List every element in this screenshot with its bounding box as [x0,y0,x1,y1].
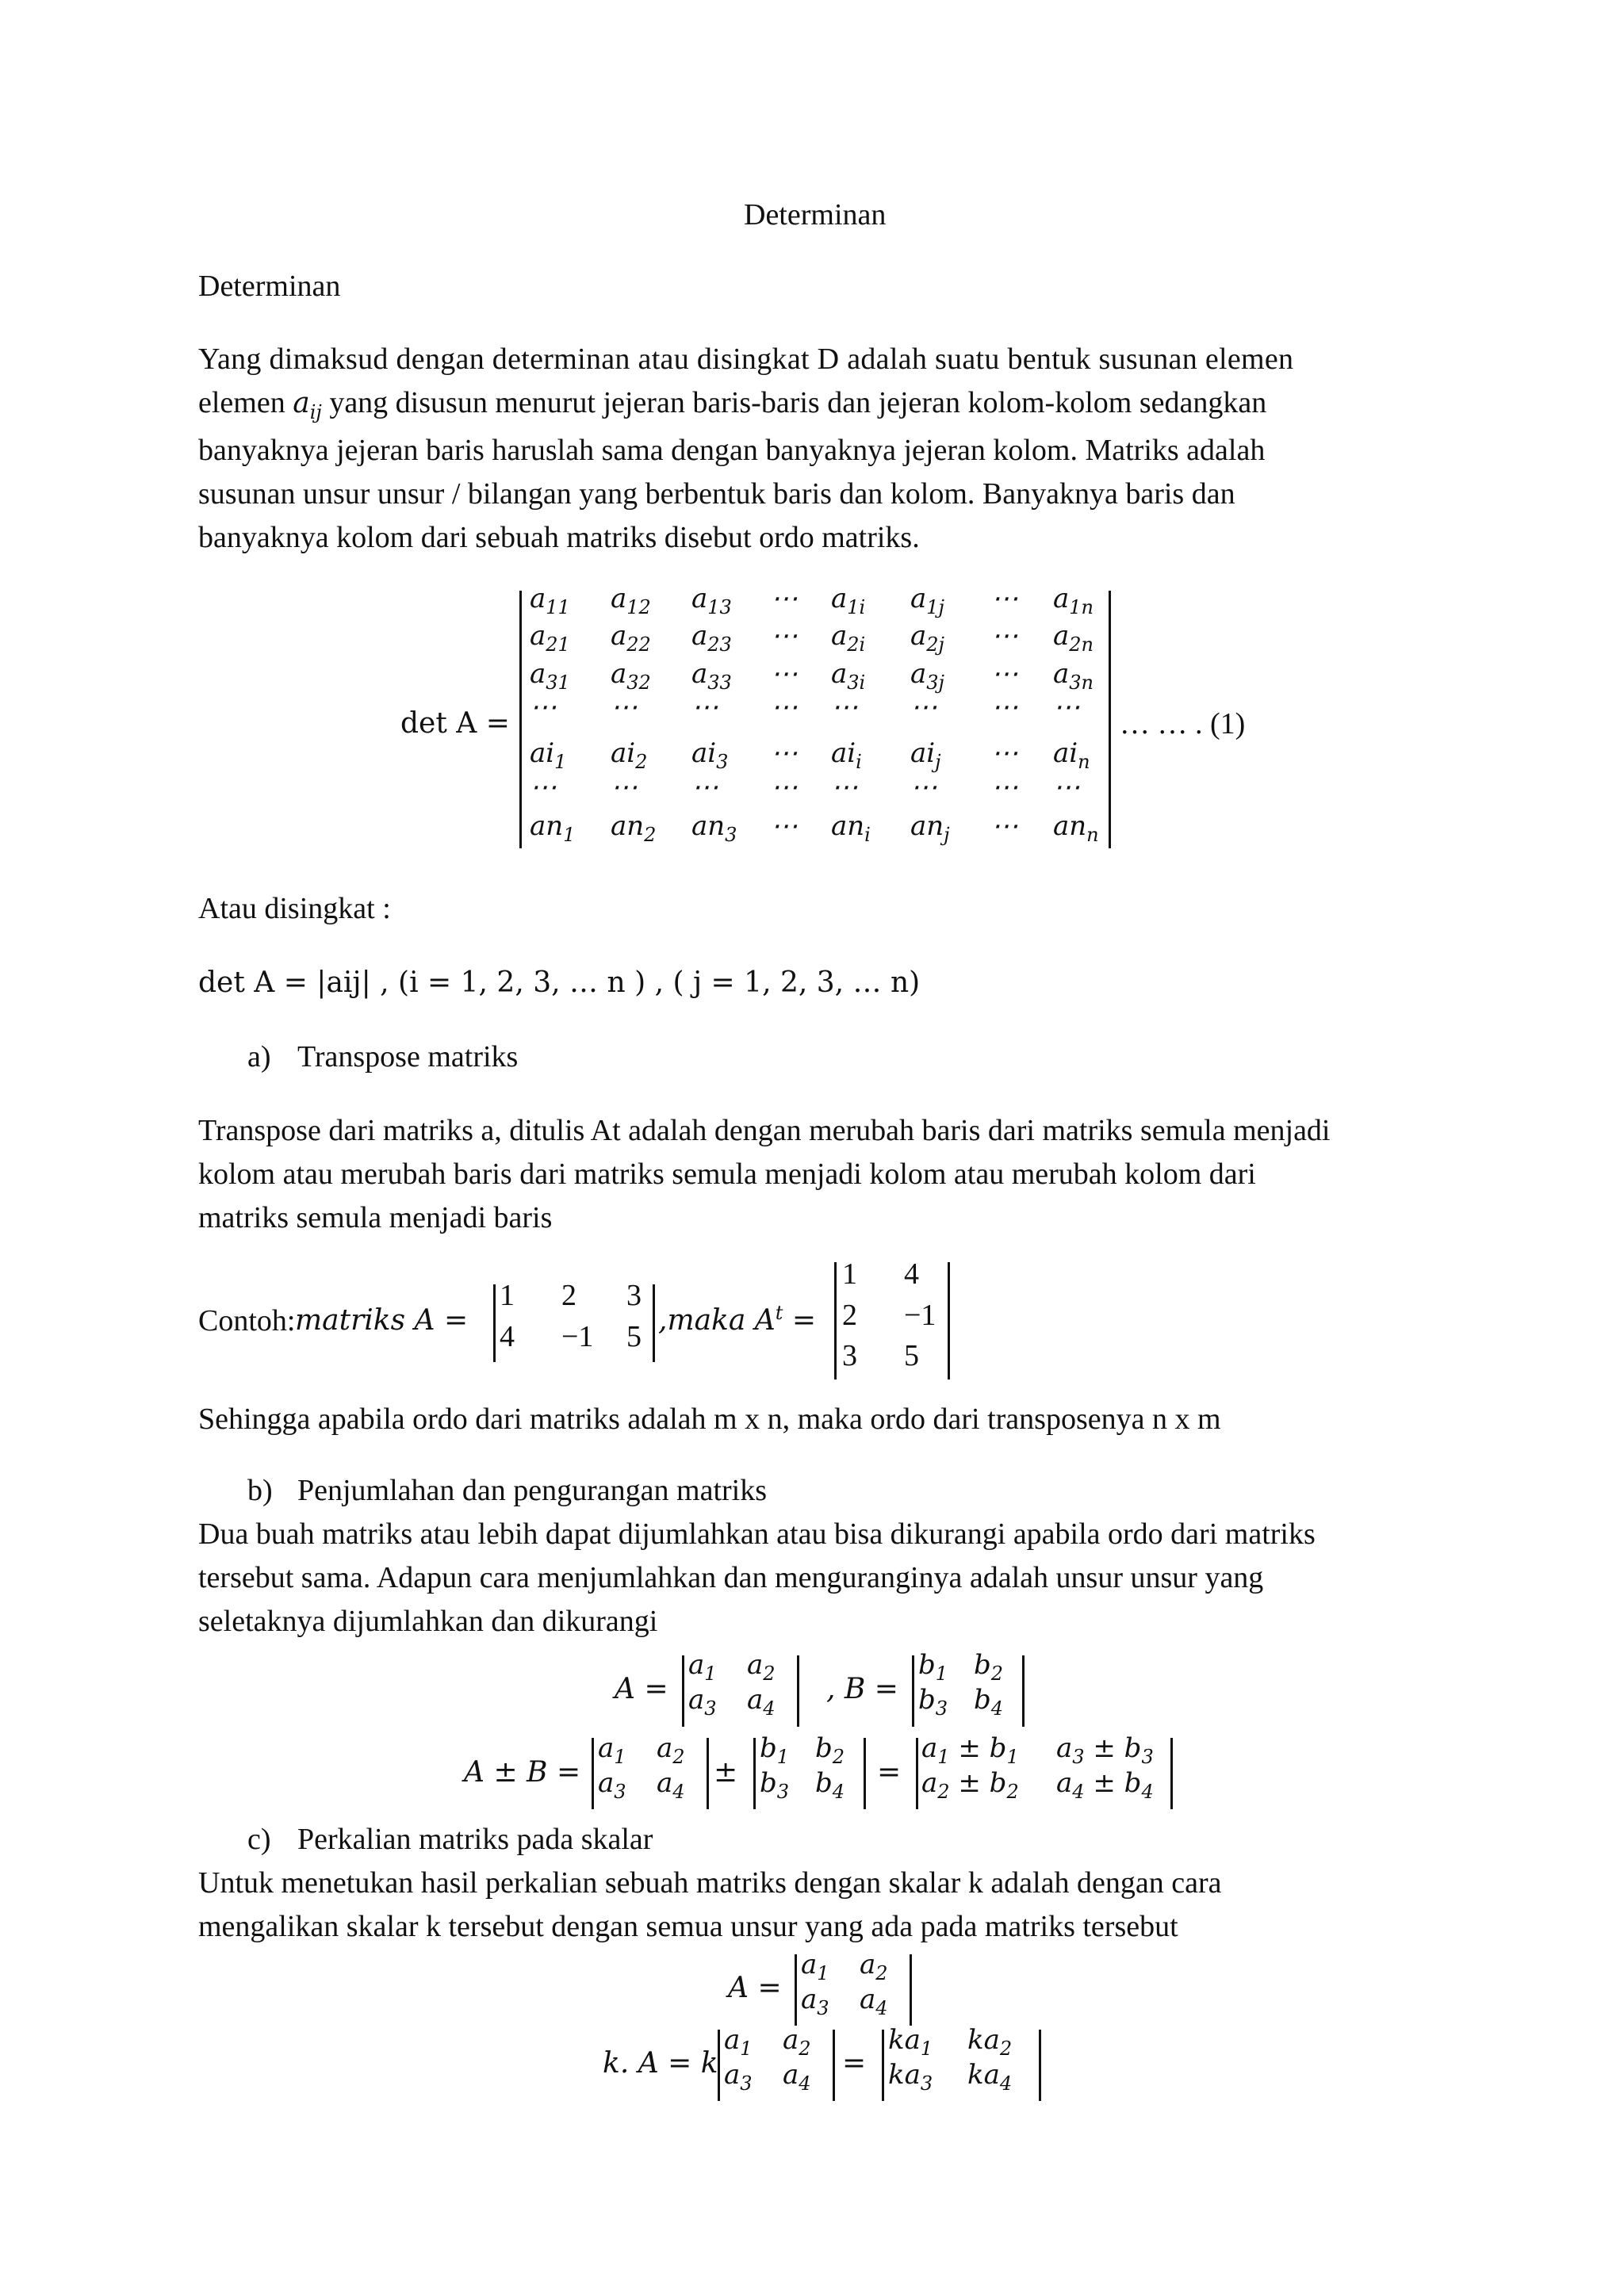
matrix-A-cell: 2 [561,1279,576,1312]
matrix-cell: $a_2$ [860,1949,888,1984]
det-cell: $ai_1$ [530,737,567,773]
det-cell: $an_2$ [611,810,657,846]
matrix-cell: $b_4$ [974,1684,1004,1720]
det-cell: ⋯ [991,771,1018,803]
section-a-p2: kolom atau merubah baris dari matriks semula menjadi kolom atau merubah kolom dari [198,1158,1256,1191]
det-cell: ⋯ [991,620,1018,652]
matrix-cell: $a_4$ [860,1984,888,2019]
matrix-A-cell: 1 [500,1279,515,1312]
det-cell: $a_{1n}$ [1053,583,1094,618]
matrix-A-cell: −1 [561,1320,594,1353]
matrix-kA-cell: $ka_4$ [967,2059,1013,2095]
det-cell: $a_{2i}$ [831,620,866,656]
det-cell: ⋯ [991,583,1018,614]
eq4-lhs: k. A = k [603,2047,718,2080]
det-cell: ⋯ [831,771,858,803]
matrix-kA-cell: $ka_2$ [967,2024,1013,2060]
det-cell: ⋯ [611,691,638,723]
section-a-conclusion: Sehingga apabila ordo dari matriks adalah m x n, maka ordo dari transposenya n x m [198,1402,1221,1436]
section-b-p2: tersebut sama. Adapun cara menjumlahkan dan menguranginya adalah unsur unsur yang [198,1561,1264,1594]
det-cell: $a_{12}$ [611,583,651,618]
section-b-label: b) [247,1474,273,1507]
det-cell: $a_{22}$ [611,620,651,656]
matrix-At-cell: 1 [842,1257,857,1291]
det-cell: ⋯ [771,583,798,614]
matrix-cell: $b_1$ [760,1732,790,1768]
matrix-A-cell: 4 [500,1320,515,1353]
matrix-cell: $a_2$ [747,1649,776,1685]
det-cell: ⋯ [530,771,557,803]
page-title: Determinan [744,198,887,232]
matrix-cell: $a_3$ [598,1767,626,1803]
det-cell: $a_{3n}$ [1053,658,1094,694]
det-cell: ⋯ [771,771,798,803]
det-cell: ⋯ [991,658,1018,690]
matrix-cell: $b_3$ [918,1684,948,1720]
section-b-title: Penjumlahan dan pengurangan matriks [297,1474,768,1507]
matrix-cell: $b_4$ [815,1767,845,1803]
section-c-p2: mengalikan skalar k tersebut dengan semua unsur yang ada pada matriks tersebut [198,1910,1178,1943]
det-cell: ⋯ [991,810,1018,842]
det-cell: $a_{1i}$ [831,583,866,618]
det-cell: $a_{3j}$ [910,658,944,694]
det-cell: ⋯ [991,737,1018,769]
eq2-lhs: A ± B = [464,1756,581,1789]
det-cell: $an_1$ [530,810,576,846]
det-cell: $a_{2n}$ [1053,620,1094,656]
matrix-cell: $b_2$ [974,1649,1004,1685]
eq2-equals: = [877,1756,902,1789]
atau-label: Atau disingkat : [198,892,391,925]
det-cell: ⋯ [771,810,798,842]
det-cell: $a_{3i}$ [831,658,866,694]
matrix-At-cell: 4 [904,1257,919,1291]
intro-line-3: banyaknya jejeran baris haruslah sama dengan banyaknya jejeran kolom. Matriks adalah [198,434,1266,467]
det-lhs: det A = [400,707,510,740]
matrix-At-cell: 2 [842,1299,857,1332]
section-heading: Determinan [198,270,341,303]
aij-symbol: $a_{ij}$ [293,387,322,424]
det-cell: ⋯ [910,771,937,803]
det-cell: $an_3$ [691,810,737,846]
matrix-At-cell: 3 [842,1339,857,1372]
eq2-pm: ± [714,1756,738,1789]
det-cell: ⋯ [611,771,638,803]
matrix-cell: $a_4$ [783,2059,811,2095]
matrix-cell: $a_3$ [724,2059,753,2095]
det-cell: $an_n$ [1053,810,1099,846]
matrix-kA-cell: $ka_3$ [888,2059,933,2095]
det-cell: $a_{31}$ [530,658,570,694]
det-cell: ⋯ [991,691,1018,723]
det-cell: ⋯ [1053,771,1080,803]
matrix-cell: $a_1$ [688,1649,717,1685]
section-a-title: Transpose matriks [297,1040,519,1073]
det-cell: $a_{21}$ [530,620,570,656]
matrix-At-cell: −1 [904,1299,936,1332]
det-cell: $an_j$ [910,810,950,846]
intro-line-1: Yang dimaksud dengan determinan atau disingkat D adalah suatu bentuk susunan elemen [198,342,1294,376]
matrix-cell: $a_2$ [783,2024,811,2060]
det-matrix-large [519,591,1111,848]
matrix-cell: $a_4$ [747,1684,776,1720]
matrix-cell: $a_2$ [657,1732,685,1768]
maka-label: ,maka $A^t$ = [658,1302,817,1337]
det-cell: ⋯ [831,691,858,723]
det-cell: $ai_i$ [831,737,862,773]
det-cell: ⋯ [771,658,798,690]
intro-line-2 [198,381,1266,426]
matrix-cell: $b_2$ [815,1732,845,1768]
intro-line-2-pre: elemen [198,386,285,419]
det-cell: ⋯ [771,620,798,652]
example-matrix-A-label: matriks A = [295,1304,469,1337]
matrix-cell: $a_1$ [598,1732,626,1768]
matrix-A-cell: 3 [626,1279,642,1312]
det-cell: ⋯ [691,771,718,803]
matrix-sum-cell: $a_4 \pm b_4$ [1056,1767,1154,1803]
det-cell: $a_{1j}$ [910,583,944,618]
det-cell: $ai_n$ [1053,737,1090,773]
matrix-kA-cell: $ka_1$ [888,2024,933,2060]
det-cell: ⋯ [1053,691,1080,723]
intro-line-2-post: yang disusun menurut jejeran baris-baris dan jejeran kolom-kolom sedangkan [329,386,1267,419]
section-a-p1: Transpose dari matriks a, ditulis At adalah dengan merubah baris dari matriks semula menjadi [198,1114,1331,1147]
det-cell: ⋯ [691,691,718,723]
matrix-A-cell: 5 [626,1320,642,1353]
eq1-A-label: A = [615,1673,668,1705]
example-label: Contoh: [198,1304,296,1337]
section-b-p1: Dua buah matriks atau lebih dapat dijumlahkan atau bisa dikurangi apabila ordo dari matriks [198,1517,1316,1551]
section-a-p3: matriks semula menjadi baris [198,1201,553,1234]
eq3-A-label: A = [728,1972,782,2004]
matrix-cell: $a_1$ [724,2024,753,2060]
section-a-label: a) [247,1040,271,1073]
matrix-sum-cell: $a_3 \pm b_3$ [1056,1732,1154,1768]
det-cell: $ai_j$ [910,737,941,773]
matrix-At-cell: 5 [904,1339,919,1372]
matrix-cell: $a_4$ [657,1767,685,1803]
det-cell: $a_{13}$ [691,583,732,618]
det-cell: $a_{33}$ [691,658,732,694]
det-cell: ⋯ [771,691,798,723]
det-cell: $a_{23}$ [691,620,732,656]
det-cell: $ai_3$ [691,737,729,773]
eq1-B-label: , B = [826,1673,898,1705]
det-cell: $an_i$ [831,810,871,846]
section-c-label: c) [247,1823,271,1856]
matrix-sum-cell: $a_1 \pm b_1$ [921,1732,1019,1768]
matrix-cell: $b_3$ [760,1767,790,1803]
det-cell: ⋯ [530,691,557,723]
matrix-sum-cell: $a_2 \pm b_2$ [921,1767,1019,1803]
det-cell: $a_{32}$ [611,658,651,694]
det-cell: $a_{11}$ [530,583,570,618]
intro-line-4: susunan unsur unsur / bilangan yang berbentuk baris dan kolom. Banyaknya baris dan [198,477,1235,511]
matrix-cell: $a_3$ [688,1684,717,1720]
det-cell: ⋯ [771,737,798,769]
matrix-cell: $a_1$ [801,1949,829,1984]
section-c-p1: Untuk menetukan hasil perkalian sebuah matriks dengan skalar k adalah dengan cara [198,1866,1222,1900]
det-cell: $a_{2j}$ [910,620,944,656]
short-det-formula: det A = |aij| , (i = 1, 2, 3, … n ) , ( j = 1, 2, 3, … n) [198,966,921,999]
section-c-title: Perkalian matriks pada skalar [297,1823,653,1856]
section-b-p3: seletaknya dijumlahkan dan dikurangi [198,1605,658,1638]
intro-line-5: banyaknya kolom dari sebuah matriks disebut ordo matriks. [198,521,920,554]
det-cell: $ai_2$ [611,737,648,773]
det-cell: ⋯ [910,691,937,723]
det-equation-number: … … . (1) [1120,707,1246,740]
matrix-cell: $b_1$ [918,1649,948,1685]
eq4-equals: = [842,2047,867,2080]
matrix-cell: $a_3$ [801,1984,829,2019]
